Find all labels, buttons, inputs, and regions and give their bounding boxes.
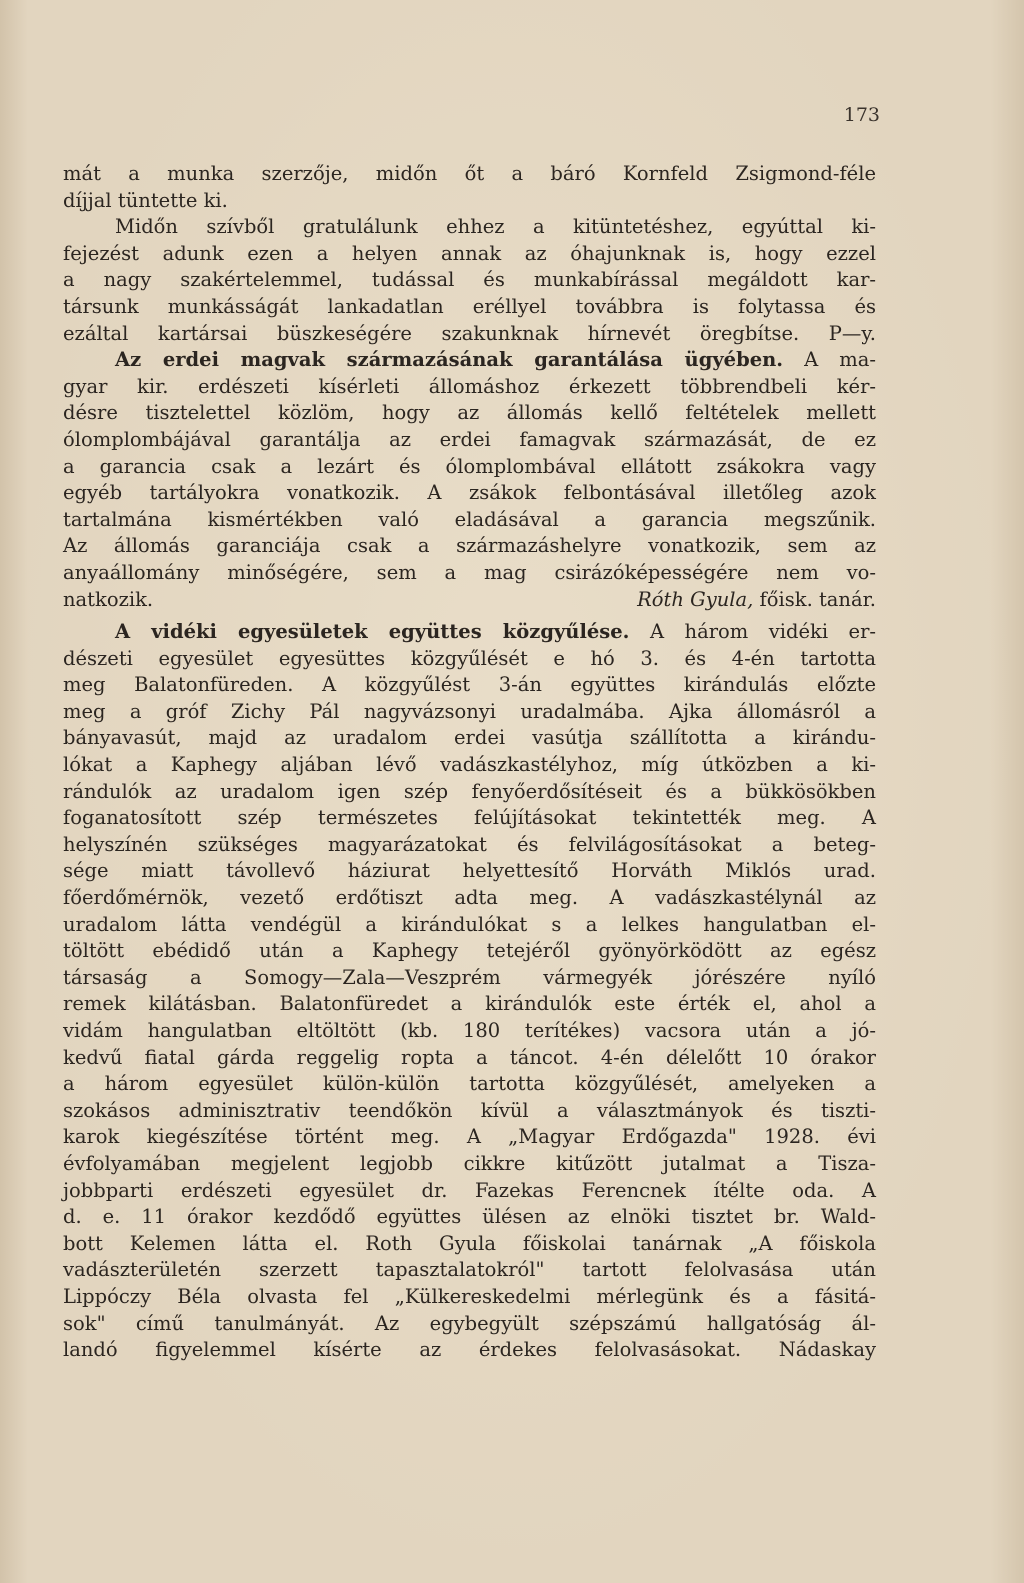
text-line: anyaállomány minőségére, sem a mag csirázóképességére nem vo-: [63, 560, 876, 584]
text-line: főerdőmérnök, vezető erdőtiszt adta meg. A vadászkastélynál az: [63, 886, 876, 910]
signature-name: Róth Gyula,: [637, 587, 754, 611]
text-line-rest: A ma-: [783, 348, 876, 372]
text-line: évfolyamában megjelent legjobb cikkre kitűzött jutalmat a Tisza-: [63, 1151, 876, 1175]
text-line-end: natkozik.: [63, 587, 154, 611]
text-line: a nagy szakértelemmel, tudással és munkabírással megáldott kar-: [63, 268, 876, 292]
section-heading: Az erdei magvak származásának garantálása ügyében.: [115, 348, 784, 372]
text-line: meg a gróf Zichy Pál nagyvázsonyi uradalmába. Ajka állomásról a: [63, 699, 876, 723]
section-heading-line: [63, 347, 876, 374]
signature-title: főisk. tanár.: [753, 587, 876, 611]
text-line: tartalmána kismértékben való eladásával a garancia megszűnik.: [63, 507, 876, 531]
text-line: társunk munkásságát lankadatlan eréllyel továbbra is folytassa és: [63, 294, 876, 318]
text-line-rest: A három vidéki er-: [629, 620, 876, 644]
text-line: foganatosított szép természetes felújításokat tekintették meg. A: [63, 806, 876, 830]
text-line: bányavasút, majd az uradalom erdei vasútja szállította a kirándu-: [63, 726, 876, 750]
text-line: jobbparti erdészeti egyesület dr. Fazekas Ferencnek ítélte oda. A: [63, 1178, 876, 1202]
text-line: landó figyelemmel kísérte az érdekes felolvasásokat. Nádaskay: [63, 1338, 876, 1362]
text-line: vidám hangulatban eltöltött (kb. 180 terítékes) vacsora után a jó-: [63, 1019, 876, 1042]
text-line: Lippóczy Béla olvasta fel „Külkereskedelmi mérlegünk és a fásitá-: [63, 1284, 876, 1308]
text-line: gyar kir. erdészeti kísérleti állomáshoz érkezett többrendbeli kér-: [63, 374, 876, 398]
text-line: töltött ebédidő után a Kaphegy tetejéről gyönyörködött az egész: [63, 939, 876, 963]
text-line: vadászterületén szerzett tapasztalatokról" tartott felolvasása után: [63, 1258, 876, 1282]
text-line: sok" című tanulmányát. Az egybegyült szépszámú hallgatóság ál-: [63, 1311, 876, 1335]
text-line: társaság a Somogy—Zala—Veszprém vármegyék jórészére nyíló: [63, 965, 876, 989]
text-line: Midőn szívből gratulálunk ehhez a kitüntetéshez, egyúttal ki-: [115, 215, 876, 239]
section-heading: A vidéki egyesületek együttes közgyűlése.: [115, 620, 630, 644]
text-line: dészeti egyesület egyesüttes közgyűlését e hó 3. és 4-én tartotta: [63, 646, 876, 670]
text-line: a három egyesület külön-külön tartotta közgyűlését, amelyeken a: [63, 1072, 876, 1096]
text-line: kedvű fiatal gárda reggelig ropta a táncot. 4-én délelőtt 10 órakor: [63, 1045, 876, 1069]
text-line: remek kilátásban. Balatonfüredet a kirándulók este érték el, ahol a: [63, 992, 876, 1016]
text-line: rándulók az uradalom igen szép fenyőerdősítéseit és a bükkösökben: [63, 779, 876, 803]
text-line: désre tisztelettel közlöm, hogy az állomás kellő feltételek mellett: [63, 401, 876, 425]
text-line: Az állomás garanciája csak a származáshelyre vonatkozik, sem az: [63, 534, 876, 558]
text-line: ezáltal kartársai büszkeségére szakunknak hírnevét öregbítse. P—y.: [63, 321, 876, 345]
text-line: karok kiegészítése történt meg. A „Magyar Erdőgazda" 1928. évi: [63, 1125, 876, 1149]
text-line: mát a munka szerzője, midőn őt a báró Kornfeld Zsigmond-féle: [63, 162, 876, 185]
signature: [637, 587, 876, 614]
article-text: [63, 161, 876, 1364]
text-line: bott Kelemen látta el. Roth Gyula főiskolai tanárnak „A főiskola: [63, 1231, 876, 1255]
text-line: szokásos adminisztrativ teendőkön kívül a választmányok és tiszti-: [63, 1098, 876, 1122]
text-line: a garancia csak a lezárt és ólomplombával ellátott zsákokra vagy: [63, 454, 876, 478]
section-body: [63, 646, 876, 1364]
text-line: egyéb tartályokra vonatkozik. A zsákok felbontásával illetőleg azok: [63, 481, 876, 505]
text-line: díjjal tüntette ki.: [63, 188, 228, 212]
text-line: d. e. 11 órakor kezdődő együttes ülésen az elnöki tisztet br. Wald-: [63, 1205, 876, 1229]
section-heading-line: [63, 619, 876, 646]
text-line: meg Balatonfüreden. A közgyűlést 3-án együttes kirándulás előzte: [63, 673, 876, 697]
text-line: ólomplombájával garantálja az erdei famagvak származását, de ez: [63, 427, 876, 451]
text-line: sége miatt távollevő háziurat helyettesítő Horváth Miklós urad.: [63, 859, 876, 883]
text-line: uradalom látta vendégül a kirándulókat s a lelkes hangulatban el-: [63, 912, 876, 936]
text-line: lókat a Kaphegy aljában lévő vadászkastélyhoz, míg útközben a ki-: [63, 753, 876, 777]
text-line: helyszínén szükséges magyarázatokat és felvilágosításokat a beteg-: [63, 832, 876, 856]
text-line: fejezést adunk ezen a helyen annak az óhajunknak is, hogy ezzel: [63, 241, 876, 265]
page-number: 173: [843, 104, 880, 126]
signature-line: [63, 587, 876, 614]
